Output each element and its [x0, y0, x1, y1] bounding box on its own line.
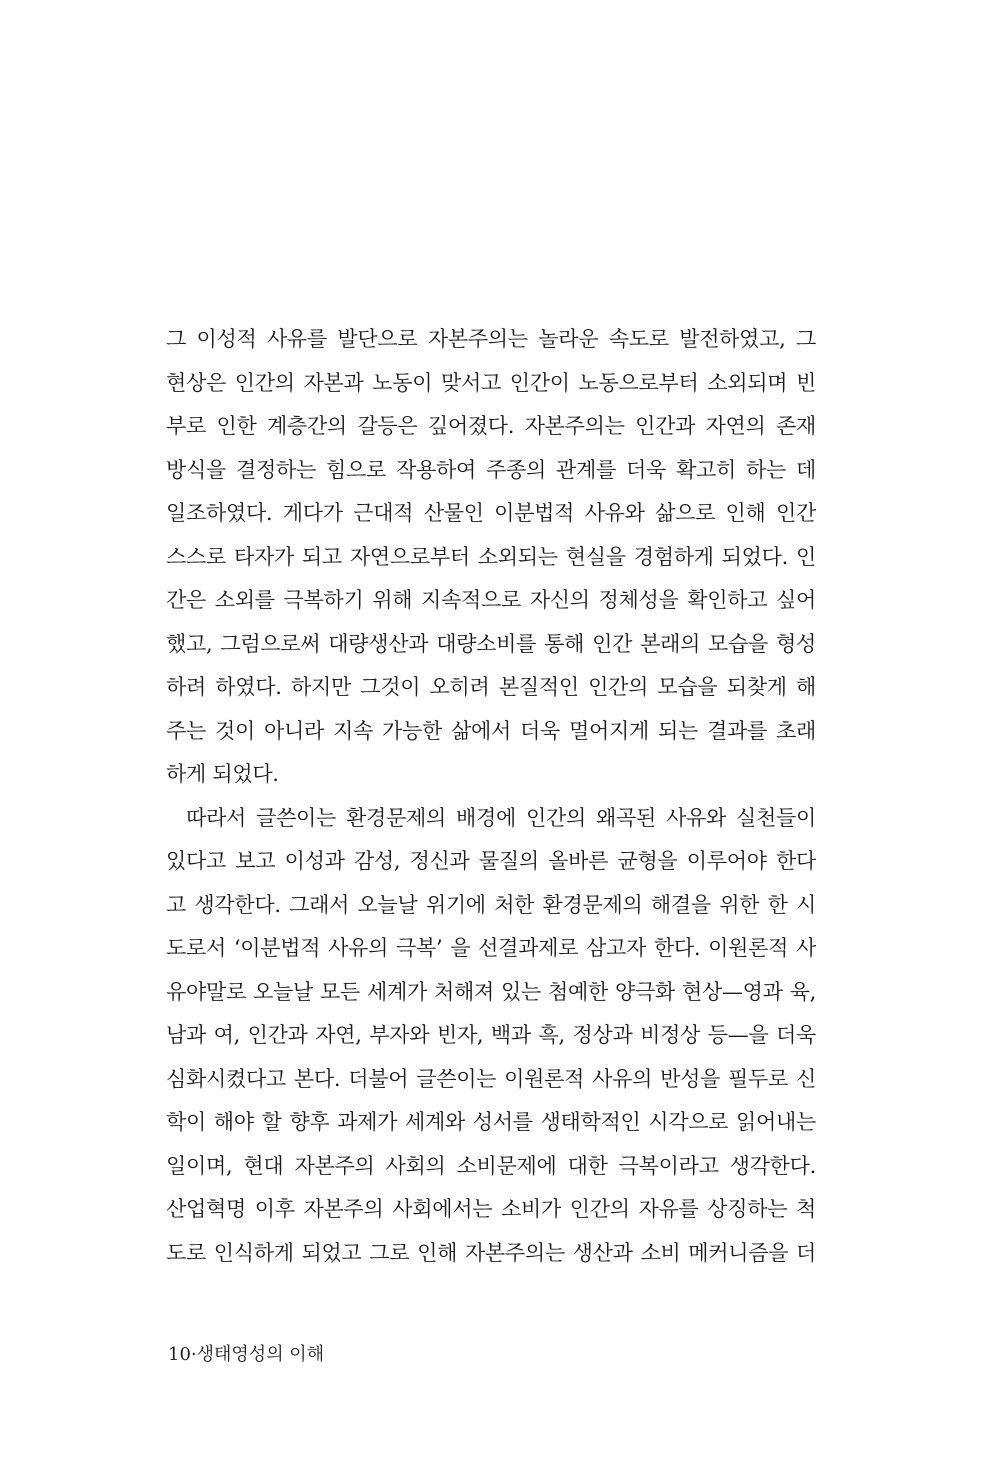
text-line: 있다고 보고 이성과 감성, 정신과 물질의 올바른 균형을 이루어야 한다	[166, 849, 816, 873]
text-line: 고 생각한다. 그래서 오늘날 위기에 처한 환경문제의 해결을 위한 한 시	[166, 892, 816, 917]
text-line: 했고, 그럼으로써 대량생산과 대량소비를 통해 인간 본래의 모습을 형성	[166, 631, 816, 656]
book-title: 생태영성의 이해	[196, 1344, 325, 1365]
text-line: 학이 해야 할 향후 과제가 세계와 성서를 생태학적인 시각으로 읽어내는	[166, 1110, 816, 1134]
text-line: 일조하였다. 게다가 근대적 산물인 이분법적 사유와 삶으로 인해 인간	[166, 501, 816, 525]
text-line: 그 이성적 사유를 발단으로 자본주의는 놀라운 속도로 발전하였고, 그	[166, 327, 816, 351]
text-line: 방식을 결정하는 힘으로 작용하여 주종의 관계를 더욱 확고히 하는 데	[166, 457, 816, 482]
text-line: 심화시켰다고 본다. 더불어 글쓴이는 이원론적 사유의 반성을 필두로 신	[166, 1066, 816, 1091]
footer-separator: ·	[190, 1344, 197, 1365]
text-line: 하려 하였다. 하지만 그것이 오히려 본질적인 인간의 모습을 되찾게 해	[166, 675, 816, 699]
text-line: 도로서 ‘이분법적 사유의 극복’ 을 선결과제로 삼고자 한다. 이원론적 사	[166, 936, 816, 960]
text-line: 하게 되었다.	[166, 762, 279, 786]
body-text	[166, 318, 816, 1275]
text-line: 남과 여, 인간과 자연, 부자와 빈자, 백과 흑, 정상과 비정상 등—을 더욱	[166, 1023, 816, 1047]
text-line: 현상은 인간의 자본과 노동이 맞서고 인간이 노동으로부터 소외되며 빈	[166, 370, 816, 395]
text-line: 간은 소외를 극복하기 위해 지속적으로 자신의 정체성을 확인하고 싶어	[166, 588, 816, 612]
text-line: 스스로 타자가 되고 자연으로부터 소외되는 현실을 경험하게 되었다. 인	[166, 544, 816, 569]
page-number: 10	[168, 1344, 191, 1365]
page-footer	[168, 1340, 324, 1366]
text-line: 산업혁명 이후 자본주의 사회에서는 소비가 인간의 자유를 상징하는 척	[166, 1197, 816, 1221]
text-line: 따라서 글쓴이는 환경문제의 배경에 인간의 왜곡된 사유와 실천들이	[166, 805, 816, 830]
text-line: 유야말로 오늘날 모든 세계가 처해져 있는 첨예한 양극화 현상—영과 육,	[166, 979, 816, 1004]
text-line: 도로 인식하게 되었고 그로 인해 자본주의는 생산과 소비 메커니즘을 더	[166, 1240, 816, 1265]
text-line: 일이며, 현대 자본주의 사회의 소비문제에 대한 극복이라고 생각한다.	[166, 1153, 816, 1178]
text-line: 부로 인한 계층간의 갈등은 깊어졌다. 자본주의는 인간과 자연의 존재	[166, 414, 816, 438]
text-line: 주는 것이 아니라 지속 가능한 삶에서 더욱 멀어지게 되는 결과를 초래	[166, 718, 816, 743]
